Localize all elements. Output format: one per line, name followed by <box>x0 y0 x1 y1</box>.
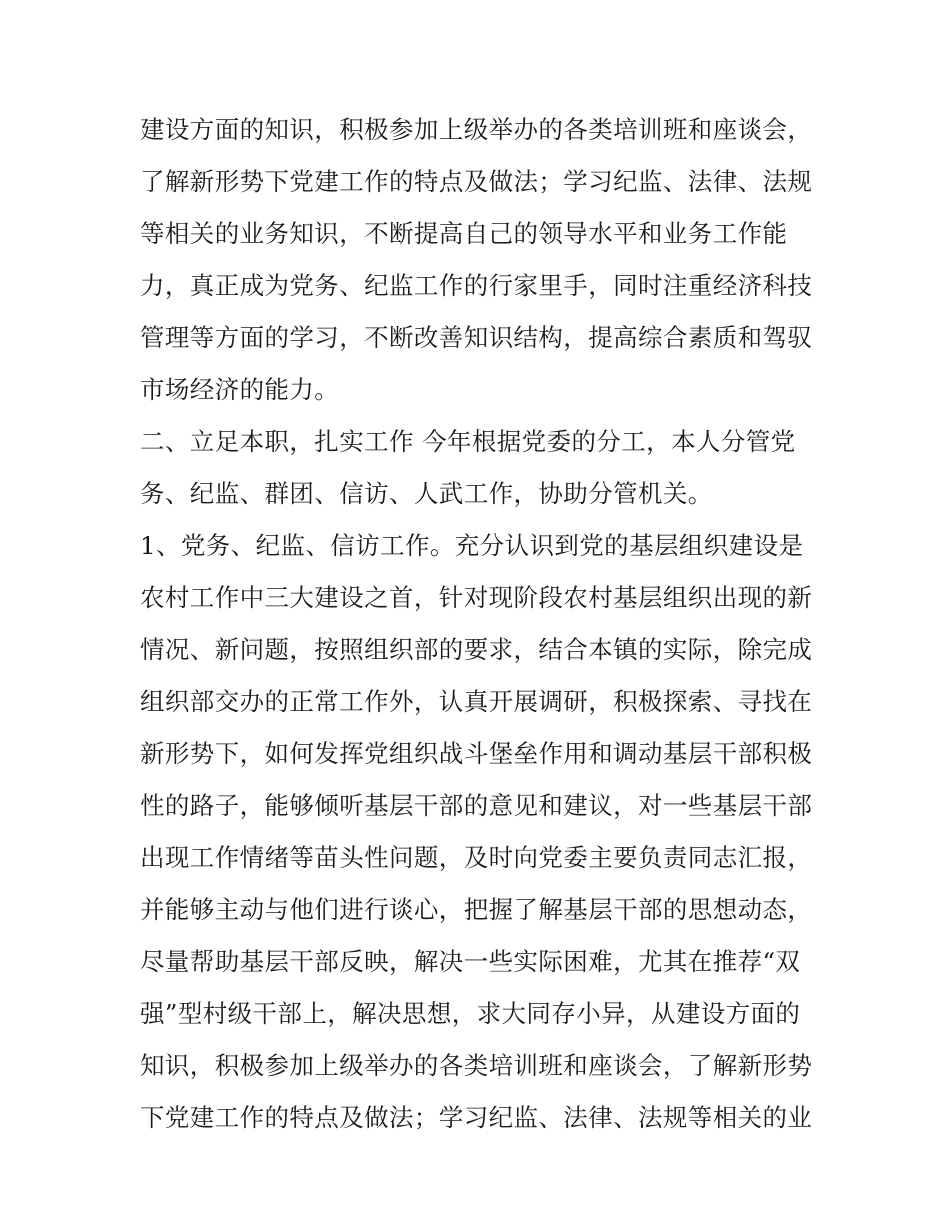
text-line: 建设方面的知识，积极参加上级举办的各类培训班和座谈会， <box>140 115 813 144</box>
text-line: 并能够主动与他们进行谈心，把握了解基层干部的思想动态， <box>140 895 813 924</box>
text-line: 农村工作中三大建设之首，针对现阶段农村基层组织出现的新 <box>140 583 813 612</box>
text-line: 务、纪监、群团、信访、人武工作，协助分管机关。 <box>140 479 713 508</box>
text-line: 二、立足本职，扎实工作 今年根据党委的分工，本人分管党 <box>140 427 796 456</box>
text-line: 了解新形势下党建工作的特点及做法；学习纪监、法律、法规 <box>140 167 813 196</box>
text-line: 组织部交办的正常工作外，认真开展调研，积极探索、寻找在 <box>140 687 813 716</box>
text-line: 出现工作情绪等苗头性问题，及时向党委主要负责同志汇报， <box>140 843 813 872</box>
text-line: 性的路子，能够倾听基层干部的意见和建议，对一些基层干部 <box>140 791 813 820</box>
text-line: 1、党务、纪监、信访工作。充分认识到党的基层组织建设是 <box>140 531 804 560</box>
text-line: 强”型村级干部上，解决思想，求大同存小异，从建设方面的 <box>140 999 801 1028</box>
body-text <box>140 104 820 1144</box>
text-line: 等相关的业务知识，不断提高自己的领导水平和业务工作能 <box>140 219 788 248</box>
text-line: 管理等方面的学习，不断改善知识结构，提高综合素质和驾驭 <box>140 323 813 352</box>
text-line: 市场经济的能力。 <box>140 375 340 404</box>
text-line: 尽量帮助基层干部反映，解决一些实际困难，尤其在推荐“双 <box>140 947 801 976</box>
text-line: 力，真正成为党务、纪监工作的行家里手，同时注重经济科技 <box>140 271 813 300</box>
text-line: 下党建工作的特点及做法；学习纪监、法律、法规等相关的业 <box>140 1103 813 1132</box>
text-line: 情况、新问题，按照组织部的要求，结合本镇的实际，除完成 <box>140 635 813 664</box>
text-line: 知识，积极参加上级举办的各类培训班和座谈会，了解新形势 <box>140 1051 813 1080</box>
text-line: 新形势下，如何发挥党组织战斗堡垒作用和调动基层干部积极 <box>140 739 813 768</box>
